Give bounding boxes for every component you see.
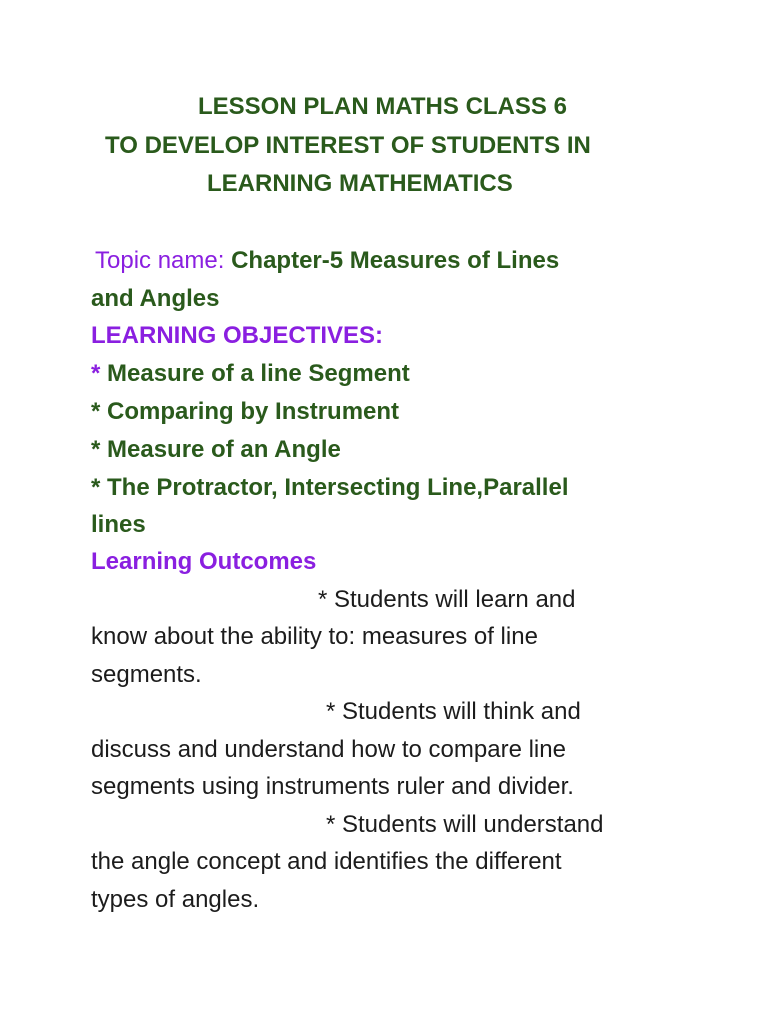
outcome-line: discuss and understand how to compare line	[91, 736, 566, 763]
outcome-line: segments using instruments ruler and divider.	[91, 773, 574, 800]
outcomes-heading: Learning Outcomes	[91, 548, 317, 575]
outcome-line: * Students will understand	[326, 811, 604, 838]
title-line-3: LEARNING MATHEMATICS	[207, 170, 513, 197]
objective-text: Measure of a line Segment	[107, 360, 410, 387]
objective-bullet: *	[91, 360, 101, 387]
topic-line	[95, 246, 559, 276]
topic-value-continued: and Angles	[91, 285, 220, 312]
objective-item: * Comparing by Instrument	[91, 398, 400, 425]
objective-item-continued: lines	[91, 511, 146, 538]
outcome-line: know about the ability to: measures of line	[91, 623, 538, 650]
outcome-line: * Students will think and	[326, 698, 581, 725]
title-line-1: LESSON PLAN MATHS CLASS 6	[198, 93, 567, 120]
topic-label: Topic name:	[95, 247, 225, 274]
objective-item: * The Protractor, Intersecting Line,Parallel	[91, 474, 569, 501]
outcome-line: * Students will learn and	[318, 586, 576, 613]
outcome-line: types of angles.	[91, 886, 260, 913]
objective-item: * Measure of an Angle	[91, 436, 341, 463]
topic-value: Chapter-5 Measures of Lines	[231, 247, 560, 274]
title-line-2: TO DEVELOP INTEREST OF STUDENTS IN	[105, 132, 591, 159]
outcome-line: segments.	[91, 661, 202, 688]
objective-item	[91, 359, 410, 389]
objectives-heading: LEARNING OBJECTIVES:	[91, 322, 384, 349]
outcome-line: the angle concept and identifies the different	[91, 848, 562, 875]
